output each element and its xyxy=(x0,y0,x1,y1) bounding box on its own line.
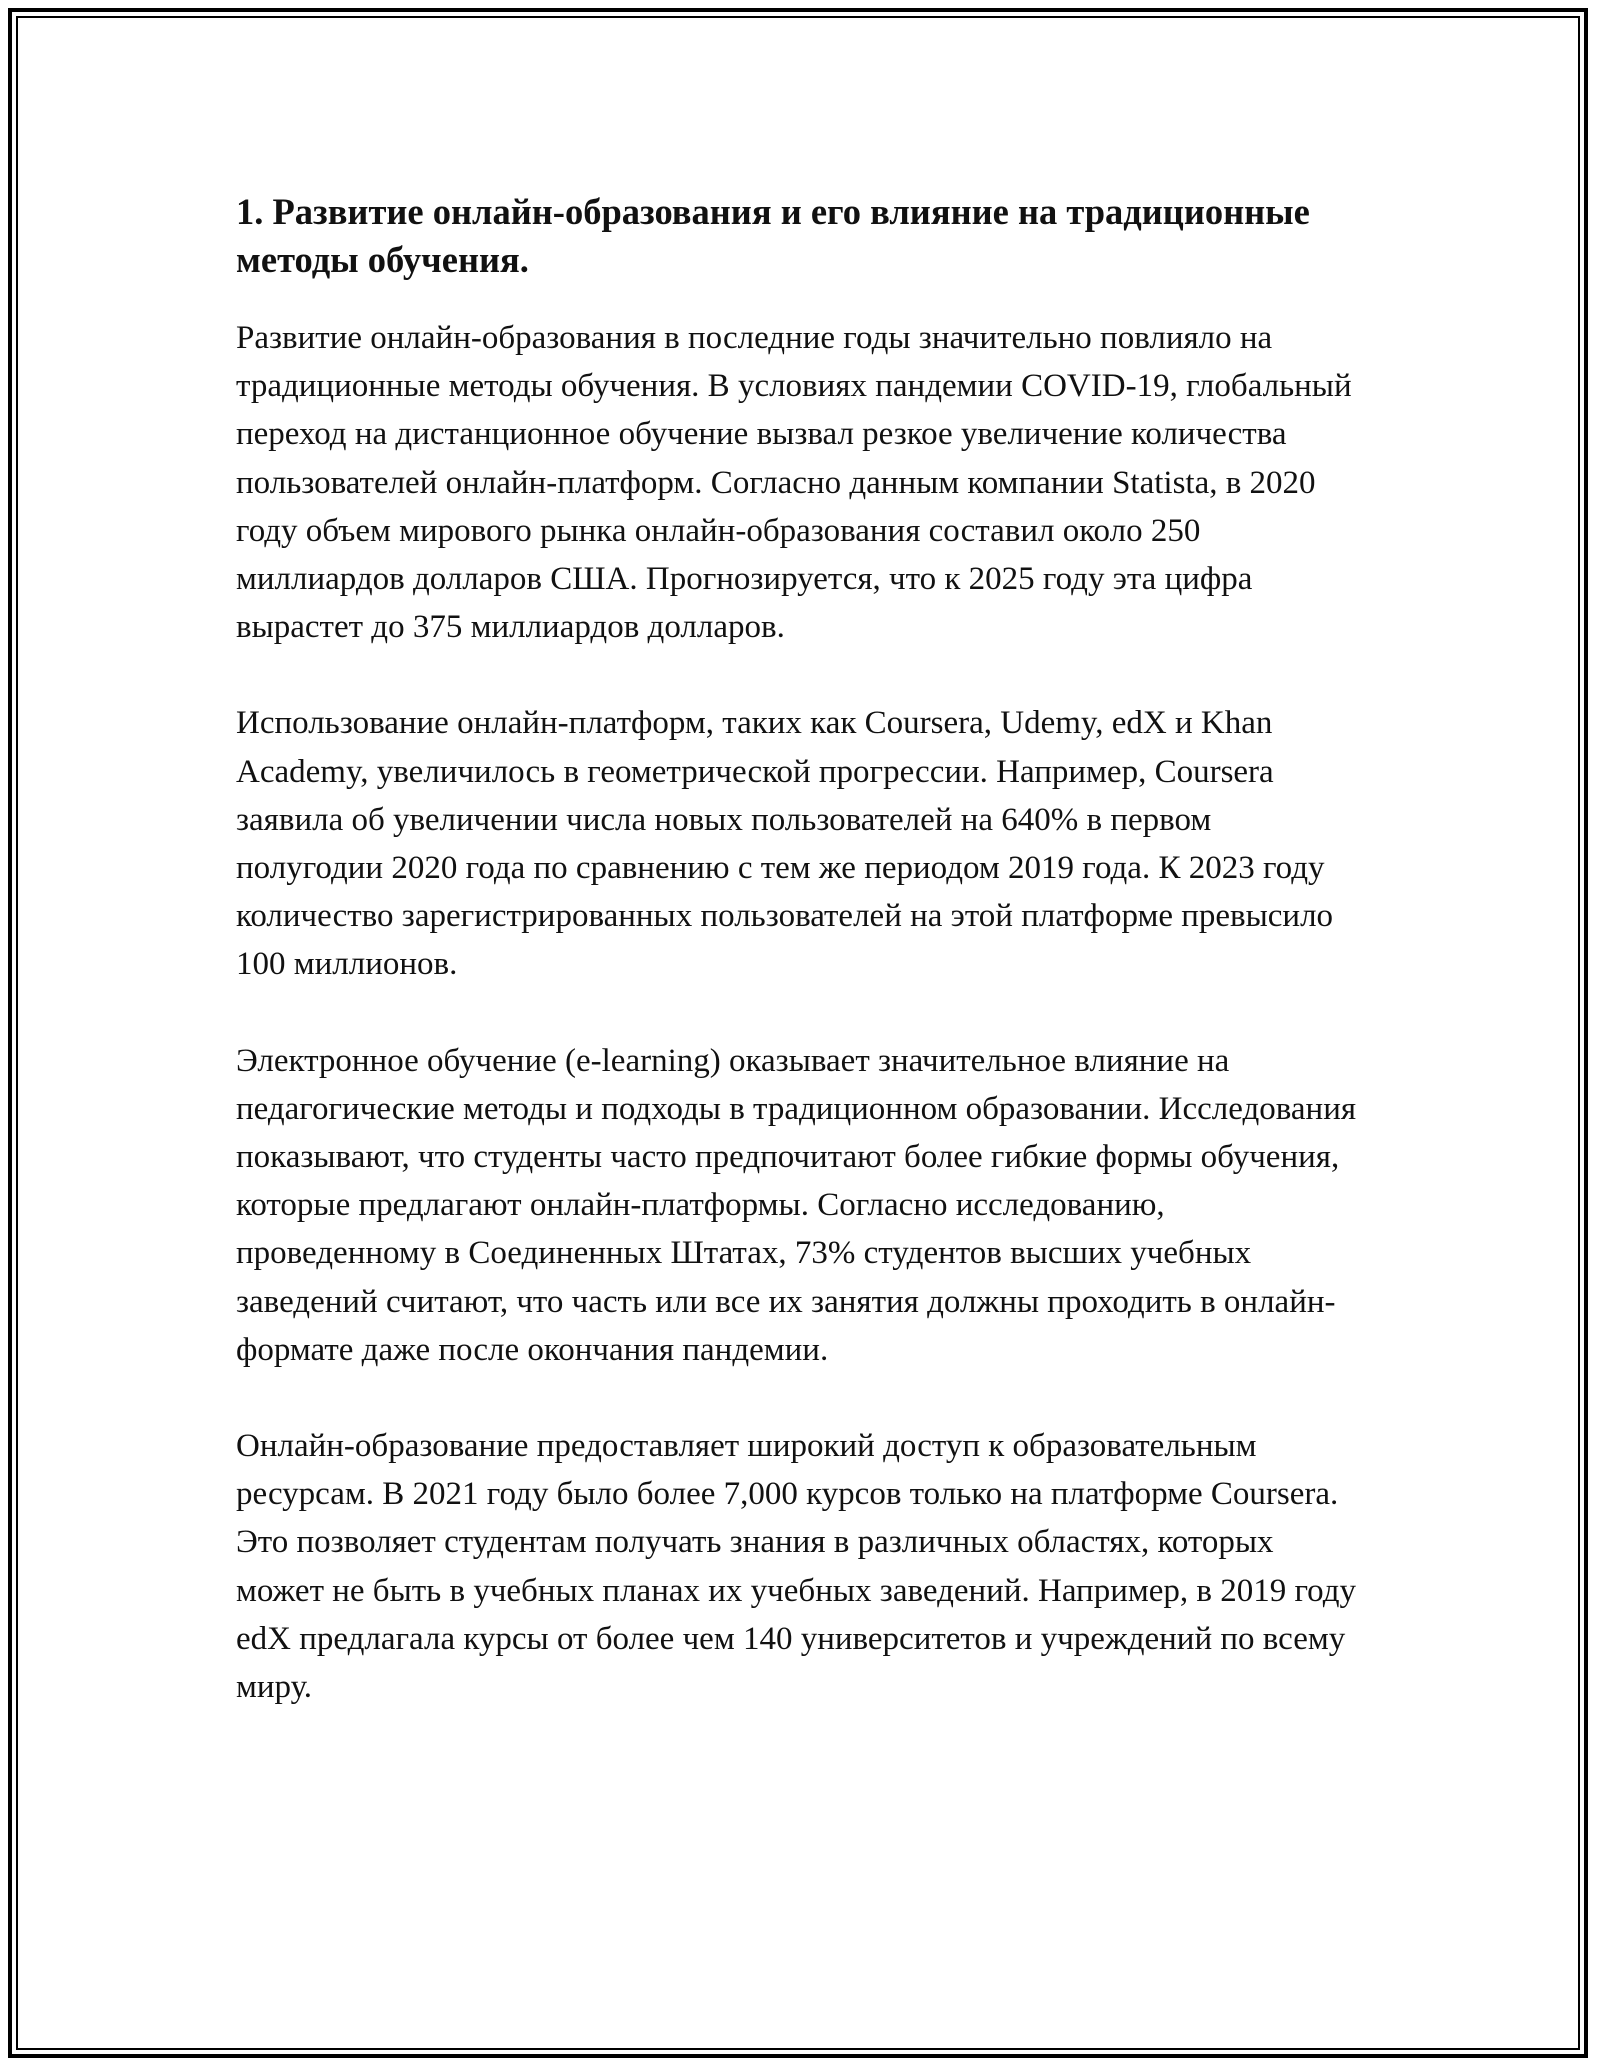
section-heading: 1. Развитие онлайн-образования и его влияние на традиционные методы обучения. xyxy=(236,191,1310,280)
paragraph-4: Онлайн-образование предоставляет широкий доступ к образовательным ресурсам. В 2021 году было более 7,000 курсов только на платформе Coursera. Это позволяет студентам получать знания в различных областях, которых может не быть в учебных планах их учебных заведений. Например, в 2019 году edX предлагала курсы от более чем 140 университетов и учреждений по всему миру. xyxy=(236,1428,1357,1706)
document-body xyxy=(236,188,1366,1759)
paragraph-3: Электронное обучение (e-learning) оказывает значительное влияние на педагогические методы и подходы в традиционном образовании. Исследования показывают, что студенты часто предпочитают более гибкие формы обучения, которые предлагают онлайн-платформы. Согласно исследованию, проведенному в Соединенных Штатах, 73% студентов высших учебных заведений считают, что часть или все их занятия должны проходить в онлайн-формате даже после окончания пандемии. xyxy=(236,1042,1357,1368)
paragraph-1: Развитие онлайн-образования в последние годы значительно повлияло на традиционные методы обучения. В условиях пандемии COVID-19, глобальный переход на дистанционное обучение вызвал резкое увеличение количества пользователей онлайн-платформ. Согласно данным компании Statista, в 2020 году объем мирового рынка онлайн-образования составил около 250 миллиардов долларов США. Прогнозируется, что к 2025 году эта цифра вырастет до 375 миллиардов долларов. xyxy=(236,320,1352,646)
paragraph-2: Использование онлайн-платформ, таких как Coursera, Udemy, edX и Khan Academy, увеличилось в геометрической прогрессии. Например, Coursera заявила об увеличении числа новых пользователей на 640% в первом полугодии 2020 года по сравнению с тем же периодом 2019 года. К 2023 году количество зарегистрированных пользователей на этой платформе превысило 100 миллионов. xyxy=(236,705,1334,983)
